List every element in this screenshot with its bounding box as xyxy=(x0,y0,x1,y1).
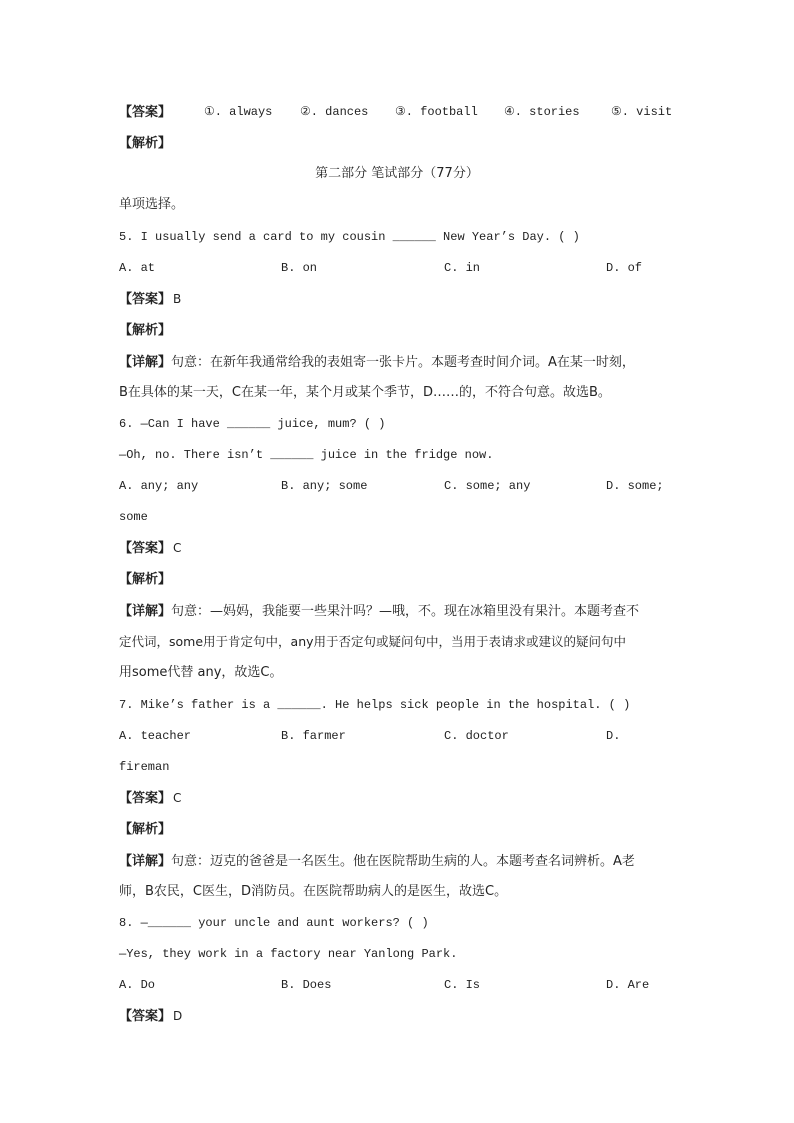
q6-analysis-line xyxy=(119,570,171,588)
q6-detail-line-1 xyxy=(119,602,639,620)
q8-option-b: B. Does xyxy=(281,978,332,992)
q7-detail-line-1 xyxy=(119,852,635,870)
q6-stem: 6. —Can I have ______ juice, mum? ( ) xyxy=(119,417,386,431)
analysis-tag: 【解析】 xyxy=(119,822,172,837)
q6-answer-value: C xyxy=(173,541,182,555)
q8-options xyxy=(119,976,679,994)
detail-tag: 【详解】 xyxy=(119,604,172,619)
section-title: 第二部分 笔试部分（77分） xyxy=(315,166,479,181)
q7-option-a: A. teacher xyxy=(119,729,192,743)
q7-options xyxy=(119,727,679,745)
q6-option-wrap: some xyxy=(119,510,148,524)
q5-answer-line xyxy=(119,290,181,308)
q4-keyword-2: ②. dances xyxy=(300,105,369,119)
q7-answer-line xyxy=(119,789,181,807)
q8-option-c: C. Is xyxy=(444,978,481,992)
q5-analysis-line xyxy=(119,321,171,339)
answer-tag: 【答案】 xyxy=(119,105,172,120)
q5-options xyxy=(119,259,679,277)
q6-option-d: D. some; xyxy=(606,479,664,493)
q6-detail-line-3: 用some代替 any，故选C。 xyxy=(119,665,283,680)
q5-option-b: B. on xyxy=(281,261,318,275)
q7-analysis-line xyxy=(119,820,171,838)
q4-keyword-5: ⑤. visit xyxy=(611,105,673,119)
q5-option-a: A. at xyxy=(119,261,156,275)
q4-keyword-4: ④. stories xyxy=(504,105,580,119)
q6-detail-line-2: 定代词，some用于肯定句中，any用于否定句或疑问句中，当用于表请求或建议的疑问句中 xyxy=(119,634,627,649)
q8-stem: 8. —______ your uncle and aunt workers? ( ) xyxy=(119,916,429,930)
q8-answer-value: D xyxy=(173,1009,183,1023)
q6-option-c: C. some; any xyxy=(444,479,531,493)
q6-option-b: B. any; some xyxy=(281,479,368,493)
q6-answer-line xyxy=(119,539,181,557)
q4-keyword-1: ①. always xyxy=(204,105,273,119)
q5-detail-text-1: 句意：在新年我通常给我的表姐寄一张卡片。本题考查时间介词。A在某一时刻， xyxy=(171,355,635,370)
answer-tag: 【答案】 xyxy=(119,292,172,307)
answer-tag: 【答案】 xyxy=(119,791,172,806)
q7-detail-line-2: 师，B农民，C医生，D消防员。在医院帮助病人的是医生，故选C。 xyxy=(119,884,508,899)
q5-detail-line-1 xyxy=(119,353,635,371)
q8-answer-line xyxy=(119,1007,182,1025)
q8-option-a: A. Do xyxy=(119,978,156,992)
q7-option-d: D. xyxy=(606,729,621,743)
q7-option-b: B. farmer xyxy=(281,729,346,743)
q5-detail-line-2: B在具体的某一天，C在某一年，某个月或某个季节，D……的，不符合句意。故选B。 xyxy=(119,385,611,400)
answer-tag: 【答案】 xyxy=(119,541,172,556)
q7-stem: 7. Mike’s father is a ______. He helps sick people in the hospital. ( ) xyxy=(119,698,631,712)
q6-stem-reply: —Oh, no. There isn’t ______ juice in the fridge now. xyxy=(119,448,494,462)
analysis-tag: 【解析】 xyxy=(119,323,172,338)
analysis-tag: 【解析】 xyxy=(119,572,172,587)
q4-answer-line xyxy=(119,103,673,121)
q6-options xyxy=(119,477,679,495)
q7-option-wrap: fireman xyxy=(119,760,170,774)
answer-tag: 【答案】 xyxy=(119,1009,172,1024)
q8-stem-reply: —Yes, they work in a factory near Yanlong Park. xyxy=(119,947,458,961)
q7-detail-text-1: 句意：迈克的爸爸是一名医生。他在医院帮助生病的人。本题考查名词辨析。A老 xyxy=(171,854,635,869)
q5-answer-value: B xyxy=(173,292,182,306)
detail-tag: 【详解】 xyxy=(119,854,172,869)
q5-stem: 5. I usually send a card to my cousin ______ New Year’s Day. ( ) xyxy=(119,230,580,244)
q5-option-c: C. in xyxy=(444,261,481,275)
q6-detail-text-1: 句意：—妈妈，我能要一些果汁吗？—哦，不。现在冰箱里没有果汁。本题考查不 xyxy=(171,604,640,619)
q7-option-c: C. doctor xyxy=(444,729,509,743)
q4-analysis-line xyxy=(119,134,171,152)
analysis-tag: 【解析】 xyxy=(119,136,172,151)
single-choice-heading: 单项选择。 xyxy=(119,197,185,212)
detail-tag: 【详解】 xyxy=(119,355,172,370)
q7-answer-value: C xyxy=(173,791,182,805)
q5-option-d: D. of xyxy=(606,261,643,275)
q8-option-d: D. Are xyxy=(606,978,650,992)
q6-option-a: A. any; any xyxy=(119,479,199,493)
q4-keyword-3: ③. football xyxy=(395,105,478,119)
